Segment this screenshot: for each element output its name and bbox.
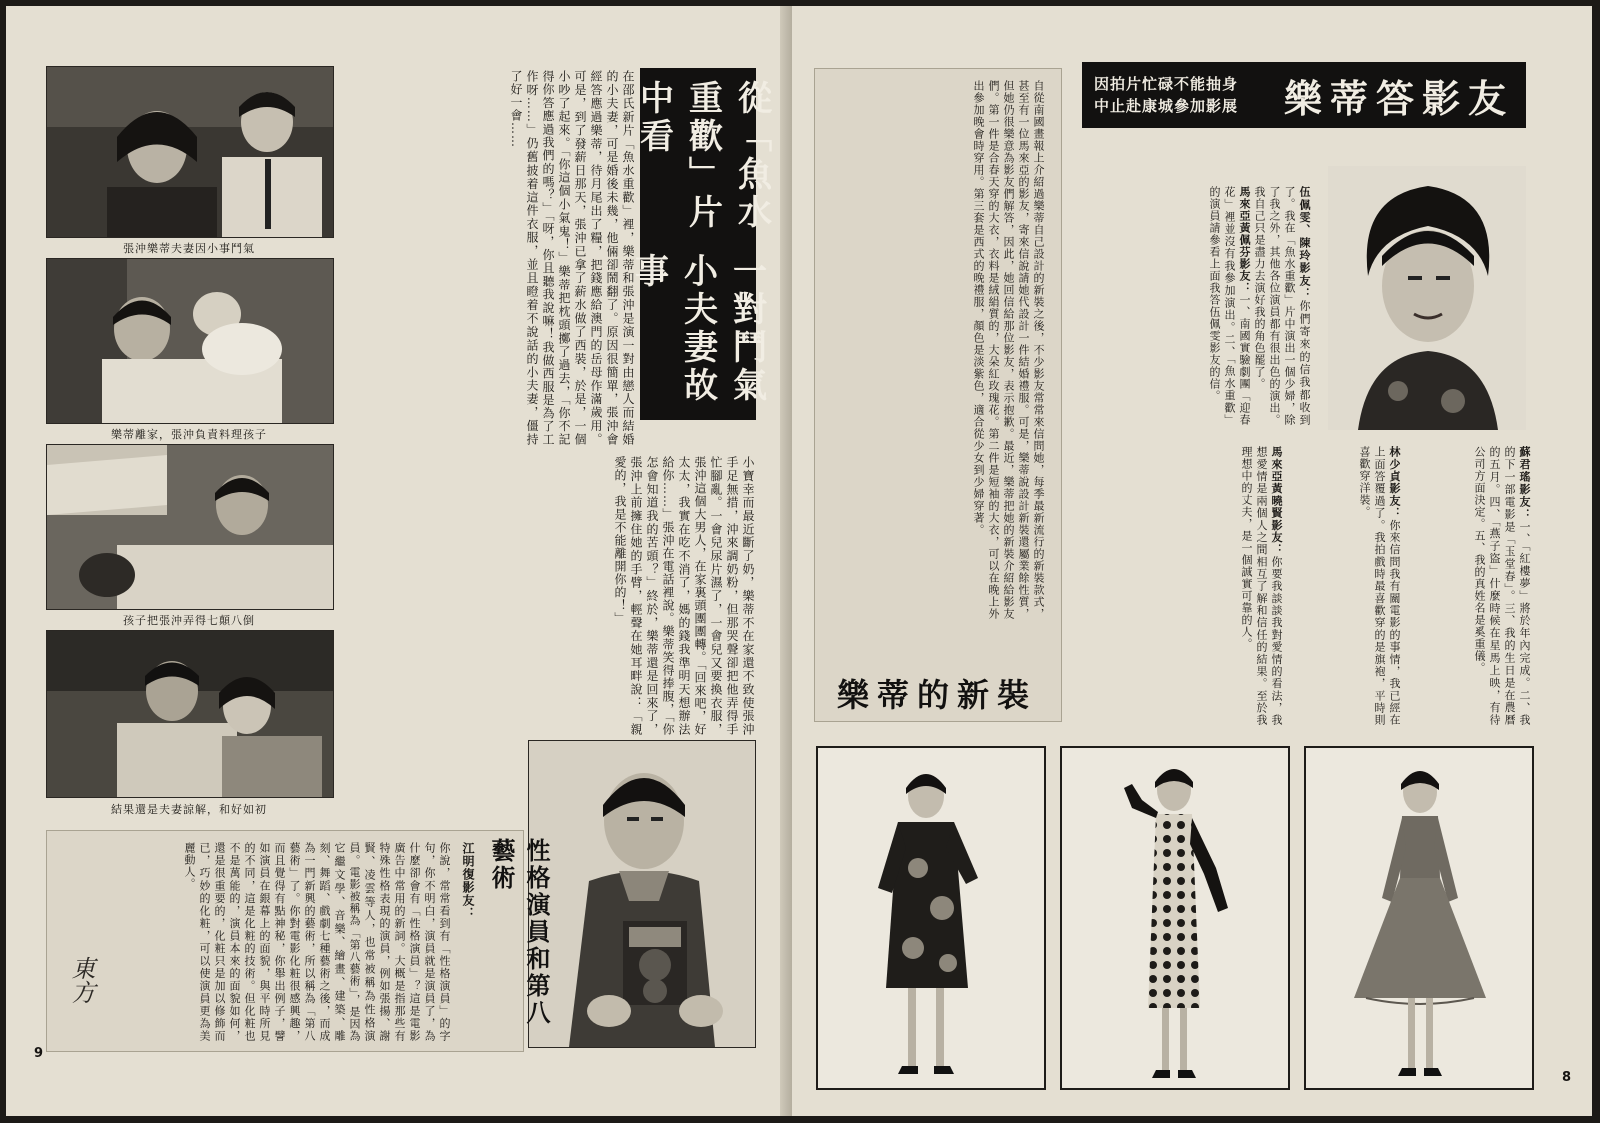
story-title <box>628 68 772 420</box>
qa-body-5: 一、「紅樓夢」將於年內完成。二、我的下一部電影是「玉堂春」。三、我的生日是在農曆的五月。四、「燕子盜」什麼時候在星馬上映，有待公司方面決定。五、我的真姓名是奚重儀。 <box>1473 446 1531 726</box>
column-title: 性格演員和第八藝術 <box>487 838 551 1027</box>
qa-lin-shaozhen <box>1292 446 1402 726</box>
story-continued: 小寶幸而最近斷了奶，樂蒂不在家還不致使張沖手足無措，沖來調奶粉，但那哭聲卻把他弄得手忙腳亂。一會兒尿片濕了，一會兒又要換衣服，張沖這個大男人，在家裏頭團團轉。「回來吧，好太太，我實在吃不消了，媽的錢我準明天想辦法給你……」張沖在電話裡說。樂蒂笑得捧腹，「你怎會知道我的苦頭？」終於，樂蒂還是回來了，張沖上前擁住她的手臂，輕聲在她耳畔說：「親愛的，我是不能離開你的！」 <box>613 456 755 736</box>
photo-caption-4: 結果還是夫妻諒解，和好如初 <box>111 803 267 816</box>
photo-couple-quarrel <box>46 66 334 238</box>
qa-byline-3: 林少貞影友： <box>1388 446 1401 520</box>
banner-sub-line1: 因拍片忙碌不能抽身 <box>1094 75 1239 93</box>
column-byline: 江明復影友： <box>461 842 475 920</box>
column-body: 你說，常常看到有「性格演員」的字句，你不明白，演員就是演員了，為什麼卻會有「性格演員」？這是電影廣告中常用的新詞。大概是指那些有特殊性格表現的演員，例如張揚、謝賢、凌雲等人，也常被稱為性格演員。電影被稱為「第八藝術」，是因為它繼文學、音樂、繪畫、建築、雕刻、舞蹈、戲劇七種藝術之後，而成為一門新興的藝術，所以稱為「第八藝術」了。你對電影化粧很感興趣，而且覺得有點神秘，你舉出例子，譬如演員在銀幕上的面貌，與平時所見的不同，這是化粧的技術。但化粧也不是萬能的，演員本來的面貌如何，還是很重要的，化粧只是加以修飾而已，巧妙的化粧，可以使演員更為美麗動人。 <box>183 842 451 1042</box>
qa-byline-4: 馬來亞黃曉賢影友： <box>1270 446 1283 556</box>
banner-subtitle <box>1094 73 1238 117</box>
fashion-title: 樂蒂的新裝 <box>836 676 1037 714</box>
qa-byline-2: 馬來亞黃佩芬影友： <box>1238 186 1251 294</box>
fashion-photo-1 <box>816 746 1046 1090</box>
banner-title: 樂蒂答影友 <box>1283 76 1514 121</box>
photo-father-exhausted <box>46 444 334 610</box>
qa-wu-peiwen <box>1102 186 1312 426</box>
photo-caption-2: 樂蒂離家，張沖負責料理孩子 <box>111 428 267 441</box>
right-page <box>792 6 1592 1116</box>
photo-caption-3: 孩子把張沖弄得七顛八倒 <box>123 614 255 627</box>
qa-body-3: 你來信問我有關電影的事情，我已經在上面答覆過了。我拍戲時最喜歡穿的是旗袍，平時則喜歡穿洋裝。 <box>1358 446 1401 726</box>
photo-ledi-portrait <box>1328 166 1526 430</box>
qa-body-2: 一、南國實驗劇團「迎春花」裡並沒有我參加演出。二、「魚水重歡」的演員請參看上面我答伍佩雯影友的信。 <box>1208 186 1251 426</box>
qa-byline-1: 伍佩雯、陳玲影友： <box>1298 186 1311 300</box>
story-body: 在邵氏新片「魚水重歡」裡，樂蒂和張沖是演一對由戀人而結婚的小夫妻，可是婚後未幾，他倆卻鬧翻了。原因很簡單，張沖會經答應過樂蒂，待月尾出了糧，把錢應給澳門的岳母作滿歲用。可是，到了發薪日那天，張沖已拿了薪水做了西裝，於是，一個小吵了起來。「你這個小氣鬼！」樂蒂把枕頭擲了過去，「你不記得你答應過我們的嗎？」「呀，你且聽我說嘛！我做西服是為了工作呀……」仍舊披着這件衣服，並且瞪着不說話的小夫妻，僵持了好一會…… <box>509 70 635 446</box>
story-title-line2: 一對鬥氣小夫妻故事 <box>628 252 767 405</box>
qa-body-4: 你要我談談我對愛情的看法，我想愛情是兩個人之間相互了解和信任的結果。至於我理想中的丈夫，是一個誠實可靠的人。 <box>1240 446 1283 726</box>
photo-couple-reconcile <box>46 630 334 798</box>
fashion-body: 自從南國畫報上介紹過樂蒂自己設計的新裝之後，不少影友常常來信問她，每季最新流行的新裝款式，甚至有一位馬來亞的影友，寄來信說請她代設計一件結婚禮服。可是，樂蒂說設計新裝還屬業餘性質，但她仍很樂意為影友們解答，因此，她回信給那位影友，表示抱歉。最近，樂蒂把她的新裝介紹給影友們。第一件是合春天穿的大衣，衣料是絨絹質的，大朵紅玫瑰花。第二件是短袖的大衣，可以在晚上外出參加晚會時穿用。第三套是西式的晚禮服，顏色是淡紫色，適合從少女到少婦穿著。 <box>972 80 1045 620</box>
qa-su-junyao <box>1412 446 1532 726</box>
page-number-right: 8 <box>1562 1070 1572 1085</box>
page-number-left: 9 <box>34 1046 44 1061</box>
qa-huang-xiaoxian <box>1088 446 1284 726</box>
fashion-photo-3 <box>1304 746 1534 1090</box>
qa-body-1: 你們寄來的信我都收到了。我在「魚水重歡」片中演出一個少婦，除了我之外，其他各位演員都有很出色的演出。我自己只是盡力去演好我的角色罷了。 <box>1253 186 1311 426</box>
photo-father-baby <box>46 258 334 424</box>
story-title-line1: 從「魚水重歡」片中看 <box>633 80 772 232</box>
fashion-photo-2 <box>1060 746 1290 1090</box>
left-page <box>6 6 791 1116</box>
photo-actor-camera <box>528 740 756 1048</box>
qa-byline-5: 蘇君瑤影友： <box>1518 446 1531 521</box>
banner-sub-line2: 中止赴康城參加影展 <box>1094 97 1239 115</box>
handwritten-signature: 東方 <box>67 956 95 1004</box>
photo-caption-1: 張沖樂蒂夫妻因小事鬥氣 <box>123 242 255 255</box>
qa-banner <box>1082 62 1526 128</box>
